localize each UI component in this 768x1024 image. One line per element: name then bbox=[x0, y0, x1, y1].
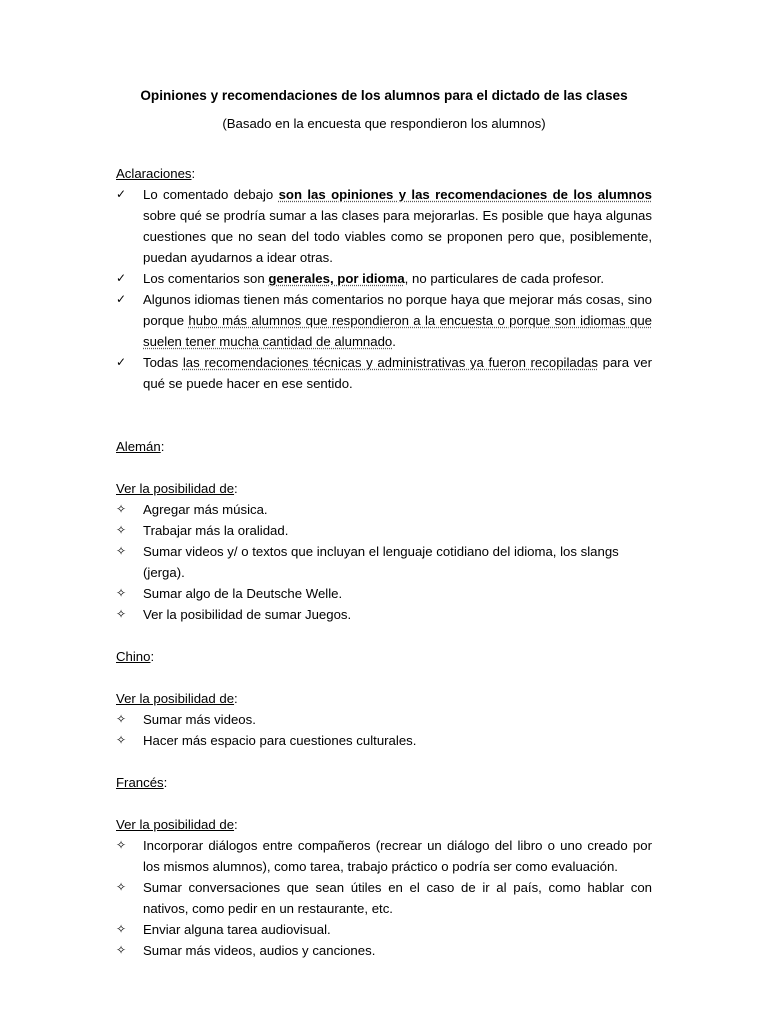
check-icon: ✓ bbox=[116, 292, 127, 306]
list-item: ✧ Trabajar más la oralidad. bbox=[116, 520, 652, 541]
frances-list bbox=[116, 835, 652, 961]
diamond-icon: ✧ bbox=[116, 523, 127, 537]
diamond-icon: ✧ bbox=[116, 943, 127, 957]
list-item: ✧ Sumar más videos, audios y canciones. bbox=[116, 940, 652, 961]
list-item: ✧ Incorporar diálogos entre compañeros (recrear un diálogo del libro o uno creado por los mismos alumnos), como tarea, trabajo práctico o podría ser como evaluación. bbox=[116, 835, 652, 877]
section-heading: Alemán bbox=[116, 439, 161, 454]
document-body bbox=[116, 163, 652, 961]
highlighted-text: hubo más alumnos que respondieron a la encuesta o porque son idiomas que suelen tener mucha cantidad de alumnado bbox=[143, 313, 652, 349]
highlighted-text: generales, por idioma bbox=[268, 271, 405, 286]
sub-heading: Ver la posibilidad de: bbox=[116, 481, 238, 496]
section-heading: Chino bbox=[116, 649, 151, 664]
list-item: ✧ Agregar más música. bbox=[116, 499, 652, 520]
list-item: ✓ Los comentarios son generales, por idioma, no particulares de cada profesor. bbox=[116, 268, 652, 289]
list-item: ✧ Sumar videos y/ o textos que incluyan el lenguaje cotidiano del idioma, los slangs (jerga). bbox=[116, 541, 652, 583]
list-item: ✧ Sumar algo de la Deutsche Welle. bbox=[116, 583, 652, 604]
diamond-icon: ✧ bbox=[116, 544, 127, 558]
diamond-icon: ✧ bbox=[116, 733, 127, 747]
list-item: ✓ Todas las recomendaciones técnicas y administrativas ya fueron recopiladas para ver qué se puede hacer en ese sentido. bbox=[116, 352, 652, 394]
aleman-list bbox=[116, 499, 652, 625]
aclaraciones-list bbox=[116, 184, 652, 394]
list-item: ✧ Ver la posibilidad de sumar Juegos. bbox=[116, 604, 652, 625]
list-item: ✧ Sumar más videos. bbox=[116, 709, 652, 730]
section-chino-heading: Chino: bbox=[116, 649, 155, 664]
diamond-icon: ✧ bbox=[116, 838, 127, 852]
diamond-icon: ✧ bbox=[116, 880, 127, 894]
list-item: ✧ Enviar alguna tarea audiovisual. bbox=[116, 919, 652, 940]
diamond-icon: ✧ bbox=[116, 607, 127, 621]
page-subtitle: (Basado en la encuesta que respondieron los alumnos) bbox=[222, 116, 546, 131]
chino-list bbox=[116, 709, 652, 751]
check-icon: ✓ bbox=[116, 187, 127, 201]
section-heading: Aclaraciones bbox=[116, 166, 192, 181]
section-aleman-heading: Alemán: bbox=[116, 439, 165, 454]
diamond-icon: ✧ bbox=[116, 712, 127, 726]
diamond-icon: ✧ bbox=[116, 586, 127, 600]
diamond-icon: ✧ bbox=[116, 922, 127, 936]
section-frances-heading: Francés: bbox=[116, 775, 168, 790]
sub-heading: Ver la posibilidad de: bbox=[116, 817, 238, 832]
page-title: Opiniones y recomendaciones de los alumnos para el dictado de las clases bbox=[140, 88, 628, 103]
section-aclaraciones-heading: Aclaraciones: bbox=[116, 166, 196, 181]
section-heading: Francés bbox=[116, 775, 164, 790]
list-item: ✧ Sumar conversaciones que sean útiles en el caso de ir al país, como hablar con nativos, como pedir en un restaurante, etc. bbox=[116, 877, 652, 919]
check-icon: ✓ bbox=[116, 355, 127, 369]
list-item: ✓ Lo comentado debajo son las opiniones y las recomendaciones de los alumnos sobre qué se prodría sumar a las clases para mejorarlas. Es posible que haya algunas cuestiones que no sean del todo viables como se proponen pero que, posiblemente, puedan ayudarnos a idear otras. bbox=[116, 184, 652, 268]
sub-heading: Ver la posibilidad de: bbox=[116, 691, 238, 706]
highlighted-text: las recomendaciones técnicas y administrativas ya fueron recopiladas bbox=[182, 355, 598, 370]
check-icon: ✓ bbox=[116, 271, 127, 285]
highlighted-text: son las opiniones y las recomendaciones de los alumnos bbox=[278, 187, 652, 202]
list-item: ✧ Hacer más espacio para cuestiones culturales. bbox=[116, 730, 652, 751]
diamond-icon: ✧ bbox=[116, 502, 127, 516]
list-item: ✓ Algunos idiomas tienen más comentarios no porque haya que mejorar más cosas, sino porque hubo más alumnos que respondieron a la encuesta o porque son idiomas que suelen tener mucha cantidad de alumnado. bbox=[116, 289, 652, 352]
